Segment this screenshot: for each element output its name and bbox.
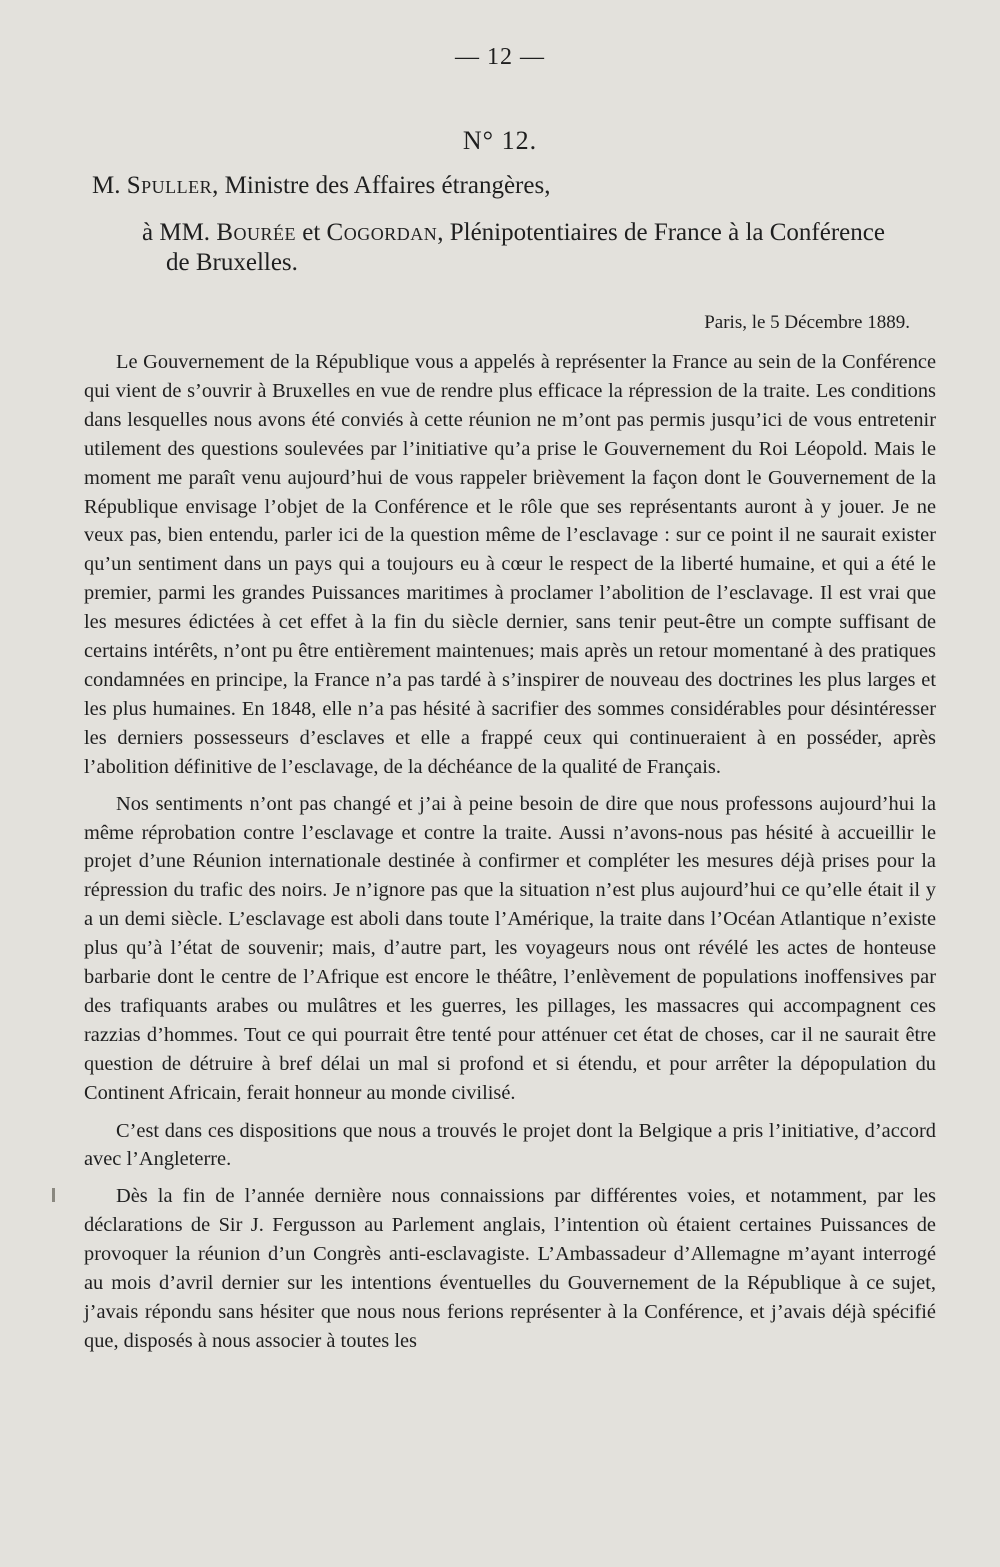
recipient-connector: et [295,219,327,246]
letter-body [84,348,936,1364]
sender-name: Spuller [126,172,213,199]
paper-mark [52,1188,55,1202]
body-paragraph-2: Nos sentiments n’ont pas changé et j’ai à peine besoin de dire que nous professons aujourd’hui la même réprobation contre l’esclavage et contre la traite. Aussi n’avons-nous pas hésité à accueillir le projet d’une Réunion internationale destinée à confirmer et compléter les mesures déjà prises pour la répression du trafic des noirs. Je n’ignore pas que la situation n’est plus aujourd’hui ce qu’elle était il y a un demi siècle. L’esclavage est aboli dans toute l’Amérique, la traite dans l’Océan Atlantique n’existe plus qu’à l’état de souvenir; mais, d’autre part, les voyageurs nous ont révélé les actes de honteuse barbarie dont le centre de l’Afrique est encore le théâtre, l’enlèvement de populations inoffensives par des trafiquants arabes ou mulâtres et les guerres, les pillages, les massacres qui accompagnent ces razzias d’hommes. Tout ce qui pourrait être tenté pour atténuer cet état de choses, car il ne saurait être question de détruire à bref délai un mal si profond et si étendu, et pour arrêter la dépopulation du Continent Africain, ferait honneur au monde civilisé. [84,792,936,1104]
recipient-continuation: de Bruxelles. [166,249,298,276]
sender-title: , Ministre des Affaires étrangères, [212,172,551,199]
sender-prefix: M. [92,172,127,199]
recipient-title: , Plénipotentiaires de France à la Conférence [437,219,885,246]
recipient-block [142,218,952,278]
recipient-prefix: à MM. [142,219,217,246]
recipient-name-2: Cogordan [326,219,438,246]
body-paragraph-3: C’est dans ces dispositions que nous a trouvés le projet dont la Belgique a pris l’initiative, d’accord avec l’Angleterre. [84,1119,936,1171]
sender-line [92,170,952,202]
document-number: N° 12. [462,126,538,155]
recipient-name-1: Bourée [216,219,296,246]
page-number: — 12 — [455,44,545,70]
body-paragraph-1: Le Gouvernement de la République vous a appelés à représenter la France au sein de la Conférence qui vient de s’ouvrir à Bruxelles en vue de rendre plus efficace la répression de la traite. Les conditions dans lesquelles nous avons été conviés à cette réunion ne m’ont pas permis jusqu’ici de vous entretenir utilement des questions soulevées par l’initiative qu’a prise le Gouvernement du Roi Léopold. Mais le moment me paraît venu aujourd’hui de vous rappeler brièvement la façon dont le Gouvernement de la République envisage l’objet de la Conférence et le rôle que ses représentants auront à y jouer. Je ne veux pas, bien entendu, parler ici de la question même de l’esclavage : sur ce point il ne saurait exister qu’un sentiment dans un pays qui a toujours eu à cœur le respect de la liberté humaine, et qui a été le premier, parmi les grandes Puissances maritimes à proclamer l’abolition de l’esclavage. Il est vrai que les mesures édictées à cet effet à la fin du siècle dernier, sans tenir peut-être un compte suffisant de certains intérêts, n’ont pu être entièrement maintenues; mais après un retour momentané à des pratiques condamnées en principe, la France n’a pas tardé à s’inspirer de nouveau des doctrines les plus larges et les plus humaines. En 1848, elle n’a pas hésité à sacrifier des sommes considérables pour désintéresser les derniers possesseurs d’esclaves et elle a frappé ceux qui continueraient à en posséder, après l’abolition définitive de l’esclavage, de la déchéance de la qualité de Français. [84,351,936,778]
dateline: Paris, le 5 Décembre 1889. [704,312,910,333]
body-paragraph-4: Dès la fin de l’année dernière nous connaissions par différentes voies, et notamment, par les déclarations de Sir J. Fergusson au Parlement anglais, l’intention où étaient certaines Puissances de provoquer la réunion d’un Congrès anti-esclavagiste. L’Ambassadeur d’Allemagne m’ayant interrogé au mois d’avril dernier sur les intentions éventuelles du Gouvernement de la République à ce sujet, j’avais répondu sans hésiter que nous nous ferions représenter à la Conférence, et j’avais déjà spécifié que, disposés à nous associer à toutes les [84,1185,936,1352]
